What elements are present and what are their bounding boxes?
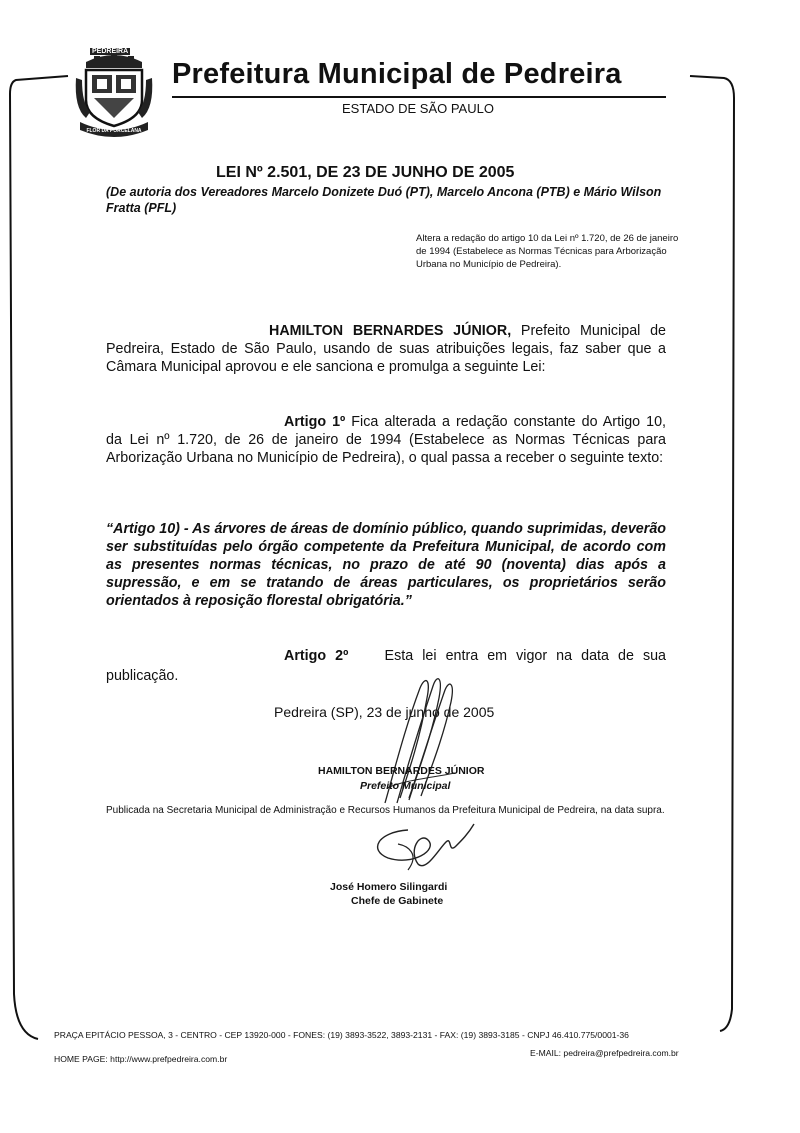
intro-text: Prefeito Municipal de Pedreira, Estado de São Paulo, usando de suas atribuições legais, faz saber que a Câmara Municipal aprovou e ele sanciona e promulga a seguinte Lei: [106,323,666,375]
chief-signature [368,820,478,875]
intro-paragraph [106,322,666,376]
chief-name: José Homero Silingardi [330,881,448,893]
article-1-text: Fica alterada a redação constante do Artigo 10, da Lei nº 1.720, de 26 de janeiro de 1994 (Estabelece as Normas Técnicas para Arborização Urbana no Município de Pedreira), o qual passa a receber o seguinte texto: [106,414,667,466]
law-title: LEI Nº 2.501, DE 23 DE JUNHO DE 2005 [216,164,515,181]
mayor-role: Prefeito Municipal [360,780,451,792]
chief-role: Chefe de Gabinete [351,895,444,907]
article-10-quote: “Artigo 10) - As árvores de áreas de domínio público, quando suprimidas, deverão ser substituídas pelo órgão competente da Prefeitura Municipal, de acordo com as presentes normas técnicas, no prazo de até 90 (noventa) dias após a supressão, e em se tratando de áreas particulares, os proprietários serão orientados à reposição florestal obrigatória.” [106,521,666,609]
crest-bottom-text: FLOR DA PORCELANA [86,128,142,134]
article-1-paragraph [106,413,666,467]
article-1-label: Artigo 1º [284,414,346,430]
article-2-continuation: publicação. [106,668,179,684]
organization-title: Prefeitura Municipal de Pedreira [172,58,622,90]
law-authorship: (De autoria dos Vereadores Marcelo Donizete Duó (PT), Marcelo Ancona (PTB) e Mário Wilson Fratta (PFL) [106,185,662,215]
crest-top-text: PEDREIRA [92,48,129,55]
mayor-name: HAMILTON BERNARDES JÚNIOR, [269,323,512,339]
mayor-name-signature: HAMILTON BERNARDES JÚNIOR [318,765,485,777]
place-date: Pedreira (SP), 23 de junho de 2005 [274,704,495,720]
footer-address: PRAÇA EPITÁCIO PESSOA, 3 - CENTRO - CEP 13920-000 - FONES: (19) 3893-3522, 3893-2131 - FAX: (19) 3893-3185 - CNPJ 46.410.775/0001-36 [54,1030,629,1040]
article-2-paragraph [284,647,666,665]
footer-email: E-MAIL: pedreira@prefpedreira.com.br [530,1048,679,1058]
title-underline [172,96,666,98]
article-2-label: Artigo 2º [284,648,349,664]
municipal-crest [72,48,156,140]
state-name: ESTADO DE SÃO PAULO [342,101,494,116]
article-2-text: Esta lei entra em vigor na data de sua [384,648,667,664]
law-ementa: Altera a redação do artigo 10 da Lei nº 1.720, de 26 de janeiro de 1994 (Estabelece as Normas Técnicas para Arborização Urbana no Município de Pedreira). [416,233,679,270]
footer-home-page: HOME PAGE: http://www.prefpedreira.com.br [54,1054,228,1064]
publication-note: Publicada na Secretaria Municipal de Administração e Recursos Humanos da Prefeitura Municipal de Pedreira, na data supra. [106,805,665,816]
